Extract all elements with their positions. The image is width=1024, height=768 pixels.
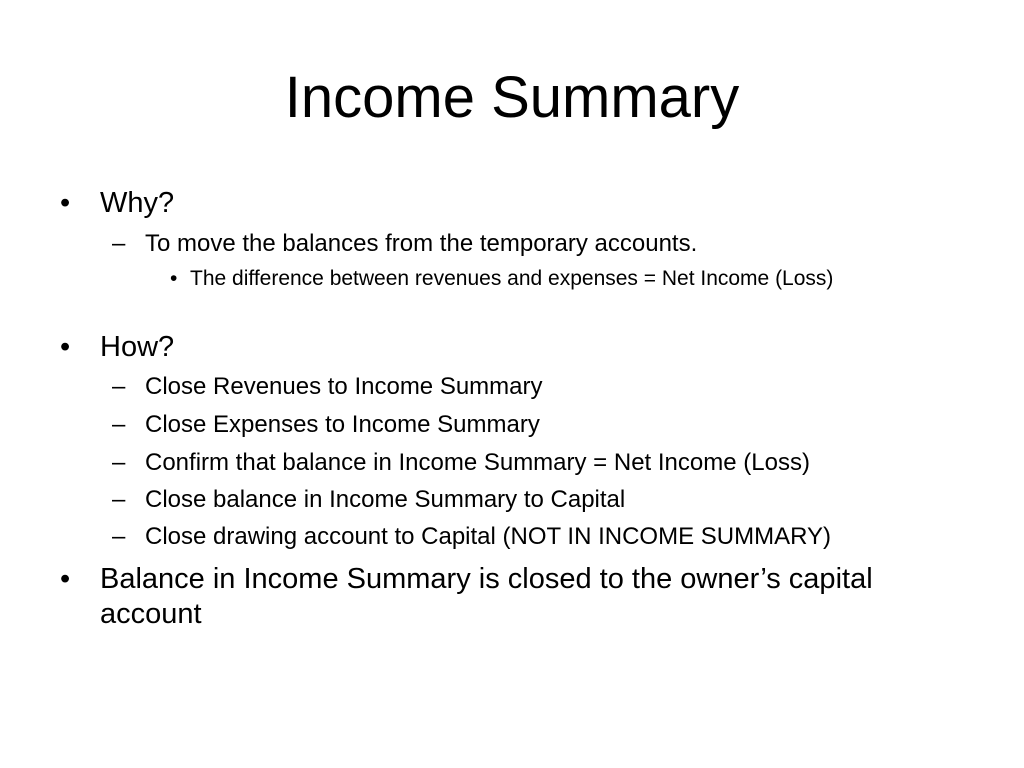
dash-icon: – — [112, 486, 126, 513]
bullet-dot-icon: • — [60, 331, 71, 363]
bullet-dot-icon: • — [60, 563, 71, 595]
sub-bullet-text: Close drawing account to Capital (NOT IN INCOME SUMMARY) — [145, 523, 831, 550]
dash-icon: – — [112, 411, 126, 438]
bullet-dot-icon: • — [170, 267, 178, 290]
sub-bullet-text: Close balance in Income Summary to Capital — [145, 486, 626, 513]
sub-bullet-text: Close Expenses to Income Summary — [145, 411, 540, 438]
bullet-text: Why? — [100, 187, 175, 219]
sub-bullet-text: Close Revenues to Income Summary — [145, 373, 543, 400]
bullet-text: Balance in Income Summary is closed to the owner’s capital account — [100, 563, 873, 630]
dash-icon: – — [112, 523, 126, 550]
dash-icon: – — [112, 373, 126, 400]
bullet-dot-icon: • — [60, 187, 71, 219]
dash-icon: – — [112, 449, 126, 476]
slide-title: Income Summary — [284, 65, 740, 130]
sub-bullet-text: Confirm that balance in Income Summary = Net Income (Loss) — [145, 449, 810, 476]
dash-icon: – — [112, 230, 126, 257]
sub-bullet-text: To move the balances from the temporary accounts. — [145, 230, 698, 257]
sub-sub-bullet-text: The difference between revenues and expenses = Net Income (Loss) — [190, 267, 834, 290]
bullet-text: How? — [100, 331, 175, 363]
